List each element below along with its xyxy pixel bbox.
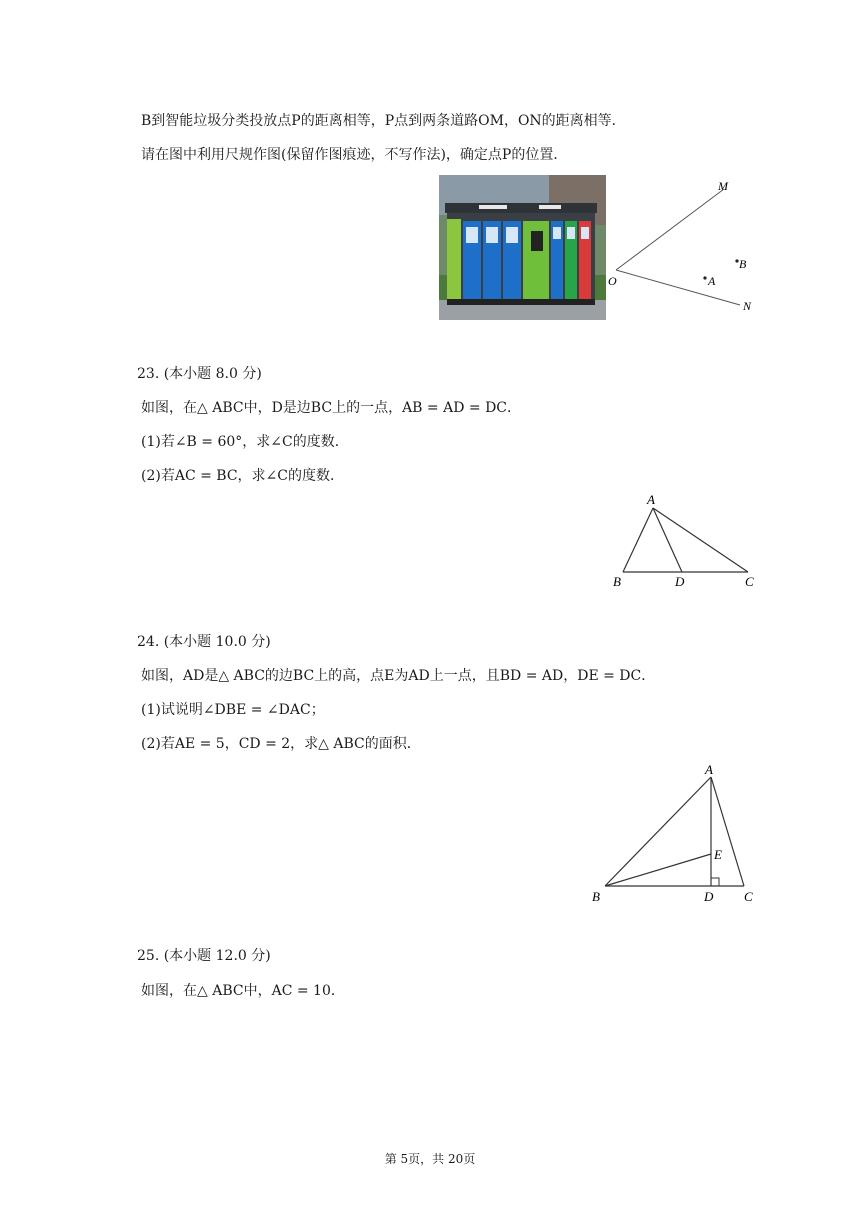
q22-figure [600, 175, 770, 315]
q23-part1: (1)若∠B = 60°，求∠C的度数． [141, 434, 349, 450]
q24-part2: (2)若AE = 5，CD = 2，求△ ABC的面积． [141, 736, 421, 752]
right-angle-mark [711, 878, 719, 886]
label-d: D [675, 574, 685, 589]
q23-part2: (2)若AC = BC，求∠C的度数． [141, 468, 344, 484]
ray-on [616, 270, 740, 305]
seg-ac [711, 777, 744, 886]
q24-stem: 如图，AD是△ ABC的边BC上的高，点E为AD上一点，且BD = AD，DE = DC． [141, 668, 656, 684]
label-e: E [714, 847, 722, 862]
q25-header: 25. (本小题 12.0 分) [137, 948, 271, 964]
label-c: C [745, 574, 754, 589]
label-a: A [708, 274, 716, 288]
q22-text-line2: 请在图中利用尺规作图(保留作图痕迹，不写作法)，确定点P的位置． [141, 147, 568, 163]
label-c: C [744, 889, 753, 904]
ray-om [616, 189, 724, 270]
q24-part1: (1)试说明∠DBE = ∠DAC； [141, 702, 325, 718]
label-o: O [608, 274, 617, 288]
q24-figure [585, 760, 765, 910]
q23-stem: 如图，在△ ABC中，D是边BC上的一点，AB = AD = DC． [141, 400, 522, 416]
q22-text-line1: B到智能垃圾分类投放点P的距离相等，P点到两条道路OM，ON的距离相等． [141, 113, 626, 129]
label-m: M [718, 179, 728, 193]
label-d: D [704, 889, 714, 904]
label-b: B [592, 889, 600, 904]
label-b: B [739, 257, 747, 271]
page-footer: 第 5页，共 20页 [384, 1152, 476, 1166]
q25-stem: 如图，在△ ABC中，AC = 10． [141, 983, 345, 999]
q23-figure [605, 490, 765, 595]
label-a: A [705, 762, 713, 777]
q24-header: 24. (本小题 10.0 分) [137, 634, 271, 650]
label-b: B [613, 574, 621, 589]
label-a: A [647, 492, 655, 507]
point-a [703, 276, 706, 279]
seg-ab [623, 508, 653, 572]
q23-header: 23. (本小题 8.0 分) [137, 366, 262, 382]
label-n: N [743, 299, 752, 313]
waste-station-photo [439, 175, 606, 320]
